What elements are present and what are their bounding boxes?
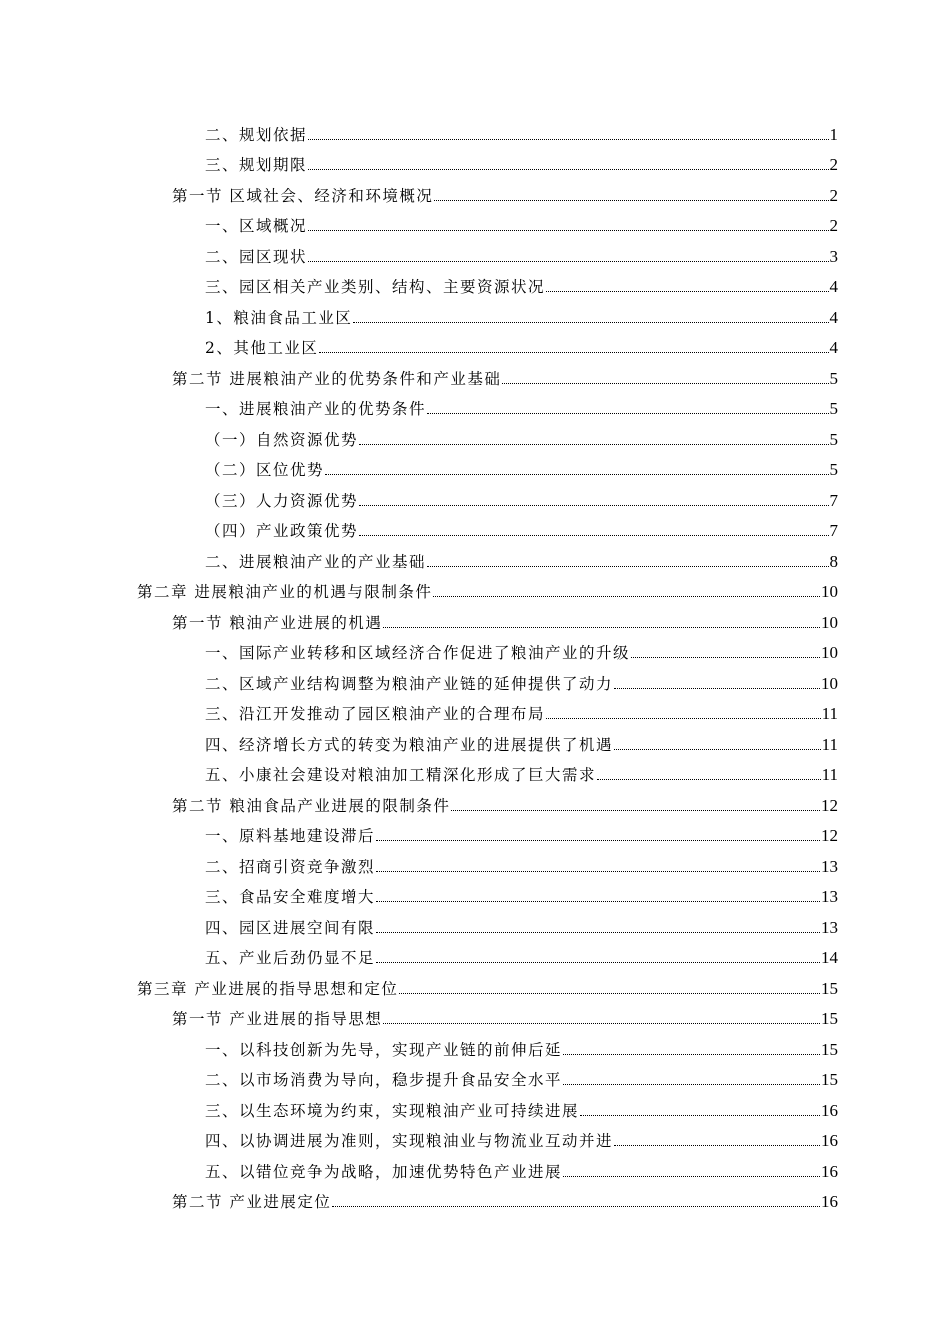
toc-entry-page-number: 7 bbox=[829, 490, 838, 510]
toc-entry[interactable] bbox=[0, 879, 950, 910]
toc-dot-leader bbox=[451, 809, 820, 811]
toc-entry-title: 四、园区进展空间有限 bbox=[205, 918, 376, 937]
toc-entry[interactable] bbox=[0, 299, 950, 330]
toc-entry[interactable] bbox=[0, 818, 950, 849]
toc-entry[interactable] bbox=[0, 970, 950, 1001]
toc-dot-leader bbox=[563, 1083, 820, 1085]
toc-dot-leader bbox=[325, 473, 828, 475]
toc-entry-title: 二、招商引资竞争激烈 bbox=[205, 857, 376, 876]
toc-entry[interactable] bbox=[0, 726, 950, 757]
toc-dot-leader bbox=[376, 839, 820, 841]
toc-entry[interactable] bbox=[0, 1184, 950, 1215]
toc-entry-page-number: 4 bbox=[829, 307, 838, 327]
toc-entry[interactable] bbox=[0, 1001, 950, 1032]
toc-dot-leader bbox=[546, 717, 821, 719]
toc-entry-page-number: 3 bbox=[829, 246, 838, 266]
toc-entry-title: 三、规划期限 bbox=[205, 156, 308, 174]
toc-entry-title: 第二节 产业进展定位 bbox=[172, 1193, 332, 1211]
toc-dot-leader bbox=[376, 961, 820, 963]
toc-entry-title: 四、经济增长方式的转变为粮油产业的进展提供了机遇 bbox=[205, 735, 614, 754]
toc-entry-title: 三、以生态环境为约束，实现粮油产业可持续进展 bbox=[205, 1101, 580, 1120]
toc-entry-page-number: 12 bbox=[821, 795, 838, 815]
toc-entry-page-number: 12 bbox=[821, 826, 838, 845]
toc-dot-leader bbox=[383, 626, 820, 628]
toc-entry[interactable] bbox=[0, 269, 950, 300]
toc-dot-leader bbox=[502, 382, 828, 384]
toc-entry[interactable] bbox=[0, 238, 950, 269]
toc-entry-page-number: 15 bbox=[821, 1039, 838, 1059]
toc-entry-title: 三、沿江开发推动了园区粮油产业的合理布局 bbox=[205, 705, 546, 723]
toc-dot-leader bbox=[434, 199, 828, 201]
toc-dot-leader bbox=[563, 1053, 820, 1055]
toc-entry[interactable] bbox=[0, 574, 950, 605]
toc-entry-title: 一、区域概况 bbox=[205, 217, 308, 235]
toc-entry-title: 五、产业后劲仍显不足 bbox=[205, 949, 376, 967]
toc-entry[interactable] bbox=[0, 391, 950, 422]
toc-entry-title: 第一节 产业进展的指导思想 bbox=[172, 1010, 383, 1028]
toc-entry-page-number: 10 bbox=[821, 612, 838, 632]
toc-entry-title: 二、区域产业结构调整为粮油产业链的延伸提供了动力 bbox=[205, 674, 614, 693]
toc-entry-title: 一、国际产业转移和区域经济合作促进了粮油产业的升级 bbox=[205, 644, 631, 662]
toc-entry-page-number: 5 bbox=[829, 460, 838, 479]
toc-entry-page-number: 11 bbox=[821, 704, 838, 723]
toc-entry-title: 第二节 粮油食品产业进展的限制条件 bbox=[172, 796, 451, 815]
toc-entry-page-number: 2 bbox=[829, 155, 838, 174]
toc-entry-title: 第一节 区域社会、经济和环境概况 bbox=[172, 186, 434, 205]
toc-entry[interactable] bbox=[0, 848, 950, 879]
toc-entry[interactable] bbox=[0, 1062, 950, 1093]
toc-dot-leader bbox=[597, 778, 821, 780]
toc-entry[interactable] bbox=[0, 147, 950, 178]
toc-entry-page-number: 15 bbox=[821, 1070, 838, 1089]
toc-entry[interactable] bbox=[0, 665, 950, 696]
toc-dot-leader bbox=[308, 260, 828, 262]
toc-dot-leader bbox=[631, 656, 820, 658]
toc-entry[interactable] bbox=[0, 208, 950, 239]
toc-entry-title: 第三章 产业进展的指导思想和定位 bbox=[137, 979, 399, 998]
toc-entry[interactable] bbox=[0, 696, 950, 727]
toc-entry-page-number: 15 bbox=[821, 1009, 838, 1028]
toc-entry[interactable] bbox=[0, 1153, 950, 1184]
toc-entry-page-number: 5 bbox=[829, 399, 838, 418]
toc-dot-leader bbox=[359, 504, 828, 506]
toc-dot-leader bbox=[427, 412, 828, 414]
toc-entry-page-number: 2 bbox=[829, 185, 838, 205]
toc-entry-title: 三、食品安全难度增大 bbox=[205, 888, 376, 906]
toc-entry-title: 二、规划依据 bbox=[205, 125, 308, 144]
toc-entry-title: 五、小康社会建设对粮油加工精深化形成了巨大需求 bbox=[205, 766, 597, 784]
toc-entry-page-number: 10 bbox=[821, 582, 838, 601]
toc-dot-leader bbox=[399, 992, 820, 994]
toc-entry[interactable] bbox=[0, 116, 950, 147]
toc-entry[interactable] bbox=[0, 787, 950, 818]
toc-entry[interactable] bbox=[0, 909, 950, 940]
toc-entry[interactable] bbox=[0, 543, 950, 574]
toc-entry[interactable] bbox=[0, 1123, 950, 1154]
toc-entry-title: （三）人力资源优势 bbox=[205, 491, 359, 510]
toc-entry[interactable] bbox=[0, 940, 950, 971]
toc-entry-page-number: 8 bbox=[829, 551, 838, 571]
toc-entry-title: 一、进展粮油产业的优势条件 bbox=[205, 400, 427, 418]
toc-entry-page-number: 16 bbox=[821, 1192, 838, 1211]
toc-entry[interactable] bbox=[0, 604, 950, 635]
toc-dot-leader bbox=[376, 931, 820, 933]
toc-entry-page-number: 7 bbox=[829, 521, 838, 540]
toc-dot-leader bbox=[383, 1022, 820, 1024]
toc-entry-page-number: 15 bbox=[821, 978, 838, 998]
toc-entry-page-number: 4 bbox=[829, 338, 838, 357]
toc-dot-leader bbox=[614, 748, 821, 750]
toc-entry-page-number: 4 bbox=[829, 277, 838, 296]
toc-entry-page-number: 2 bbox=[829, 216, 838, 235]
toc-entry-page-number: 11 bbox=[821, 734, 838, 754]
toc-dot-leader bbox=[580, 1114, 820, 1116]
toc-entry-title: （四）产业政策优势 bbox=[205, 522, 359, 540]
toc-dot-leader bbox=[308, 229, 828, 231]
toc-entry-page-number: 16 bbox=[821, 1161, 838, 1181]
toc-entry-title: 一、以科技创新为先导，实现产业链的前伸后延 bbox=[205, 1040, 563, 1059]
toc-entry-title: 二、以市场消费为导向，稳步提升食品安全水平 bbox=[205, 1071, 563, 1089]
toc-entry[interactable] bbox=[0, 1092, 950, 1123]
toc-entry-title: 二、园区现状 bbox=[205, 247, 308, 266]
toc-entry-page-number: 16 bbox=[821, 1100, 838, 1120]
toc-entry-title: 第二章 进展粮油产业的机遇与限制条件 bbox=[137, 583, 433, 601]
toc-entry[interactable] bbox=[0, 757, 950, 788]
toc-dot-leader bbox=[427, 565, 828, 567]
toc-entry[interactable] bbox=[0, 177, 950, 208]
toc-entry-page-number: 13 bbox=[821, 917, 838, 937]
toc-entry-title: 二、进展粮油产业的产业基础 bbox=[205, 552, 427, 571]
toc-entry-page-number: 10 bbox=[821, 643, 838, 662]
toc-entry-title: 第一节 粮油产业进展的机遇 bbox=[172, 613, 383, 632]
toc-dot-leader bbox=[563, 1175, 820, 1177]
toc-dot-leader bbox=[332, 1205, 820, 1207]
toc-entry-title: 1、粮油食品工业区 bbox=[205, 308, 353, 327]
toc-entry-page-number: 10 bbox=[821, 673, 838, 693]
toc-entry[interactable] bbox=[0, 1031, 950, 1062]
toc-entry-page-number: 1 bbox=[829, 124, 838, 144]
toc-entry-title: 一、原料基地建设滞后 bbox=[205, 827, 376, 845]
toc-entry-title: 五、以错位竞争为战略，加速优势特色产业进展 bbox=[205, 1162, 563, 1181]
toc-entry-page-number: 13 bbox=[821, 856, 838, 876]
toc-entry-title: 三、园区相关产业类别、结构、主要资源状况 bbox=[205, 278, 546, 296]
toc-dot-leader bbox=[433, 595, 820, 597]
toc-entry-page-number: 16 bbox=[821, 1131, 838, 1150]
toc-dot-leader bbox=[353, 321, 828, 323]
toc-entry[interactable] bbox=[0, 360, 950, 391]
toc-entry-title: （一）自然资源优势 bbox=[205, 430, 359, 449]
toc-dot-leader bbox=[359, 443, 828, 445]
toc-dot-leader bbox=[308, 168, 828, 170]
toc-entry-title: 第二节 进展粮油产业的优势条件和产业基础 bbox=[172, 369, 502, 388]
toc-entry[interactable] bbox=[0, 513, 950, 544]
toc-entry-page-number: 13 bbox=[821, 887, 838, 906]
toc-dot-leader bbox=[614, 687, 820, 689]
toc-entry-page-number: 5 bbox=[829, 368, 838, 388]
toc-entry-title: 四、以协调进展为准则，实现粮油业与物流业互动并进 bbox=[205, 1132, 614, 1150]
toc-entry-title: 2、其他工业区 bbox=[205, 339, 319, 357]
toc-entry[interactable] bbox=[0, 635, 950, 666]
toc-entry[interactable] bbox=[0, 452, 950, 483]
toc-dot-leader bbox=[308, 138, 828, 140]
toc-entry-title: （二）区位优势 bbox=[205, 461, 325, 479]
toc-dot-leader bbox=[319, 351, 828, 353]
toc-entry-page-number: 11 bbox=[821, 765, 838, 784]
table-of-contents bbox=[0, 116, 950, 1214]
toc-dot-leader bbox=[614, 1144, 820, 1146]
toc-dot-leader bbox=[376, 870, 820, 872]
toc-dot-leader bbox=[546, 290, 828, 292]
toc-entry[interactable] bbox=[0, 482, 950, 513]
toc-entry-page-number: 5 bbox=[829, 429, 838, 449]
toc-dot-leader bbox=[376, 900, 820, 902]
toc-entry-page-number: 14 bbox=[821, 948, 838, 967]
toc-entry[interactable] bbox=[0, 330, 950, 361]
toc-dot-leader bbox=[359, 534, 828, 536]
toc-entry[interactable] bbox=[0, 421, 950, 452]
